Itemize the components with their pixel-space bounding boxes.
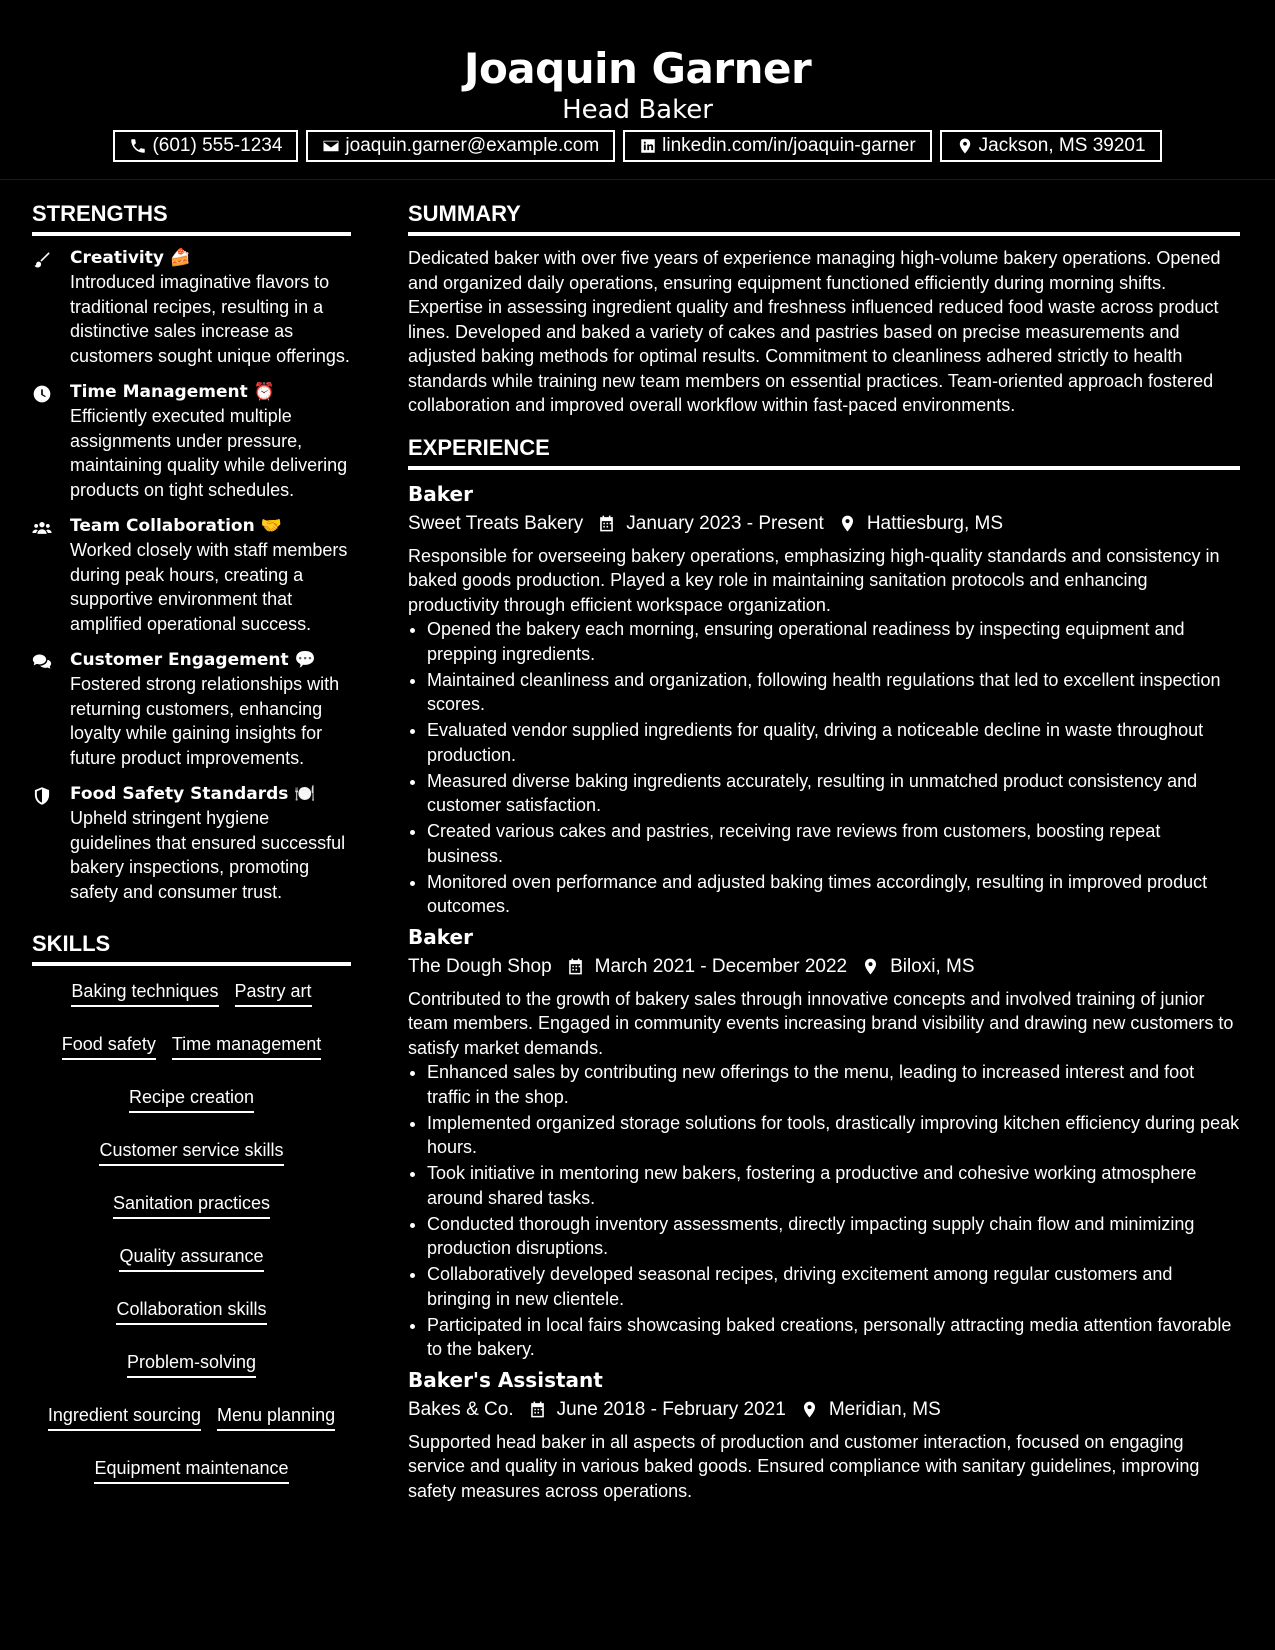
skill-tag: Problem-solving	[127, 1351, 256, 1378]
strength-desc: Upheld stringent hygiene guidelines that ensured successful bakery inspections, promoting safety and consumer trust.	[70, 808, 346, 902]
job-bullet: • Took initiative in mentoring new bakers, fostering a productive and cohesive working atmosphere around shared tasks.	[427, 1161, 1240, 1210]
job-meta	[408, 508, 1240, 540]
users-icon	[32, 518, 52, 538]
strength-desc: Introduced imaginative flavors to traditional recipes, resulting in a distinctive sales increase as customers sought unique offerings.	[70, 272, 350, 366]
contact-location[interactable]	[940, 130, 1162, 162]
skills-heading: SKILLS	[32, 930, 351, 966]
shield-icon	[32, 786, 52, 806]
job-company: Bakes & Co.	[408, 1398, 514, 1420]
contact-email[interactable]	[306, 130, 615, 162]
job-bullet: • Maintained cleanliness and organization, following health regulations that led to excellent inspection scores.	[427, 668, 1240, 717]
strength-item	[32, 246, 351, 368]
job-bullet: • Monitored oven performance and adjusted baking times accordingly, resulting in improved product outcomes.	[427, 870, 1240, 919]
job-dates: January 2023 - Present	[626, 512, 824, 534]
calendar-icon	[528, 1400, 547, 1419]
strength-title: Customer Engagement 💬	[70, 650, 316, 670]
job-title: Baker's Assistant	[408, 1367, 603, 1392]
skill-tag: Food safety	[62, 1033, 156, 1060]
strength-item	[32, 380, 351, 502]
summary-heading: SUMMARY	[408, 200, 1240, 236]
candidate-name: Joaquin Garner	[463, 44, 812, 93]
skill-tag: Customer service skills	[99, 1139, 283, 1166]
skill-tag: Equipment maintenance	[94, 1457, 288, 1484]
map-pin-icon	[800, 1400, 819, 1419]
job-bullet: • Implemented organized storage solutions for tools, drastically improving kitchen efficiency during peak hours.	[427, 1111, 1240, 1160]
job-bullet: • Collaboratively developed seasonal recipes, driving excitement among regular customers and bringing in new clientele.	[427, 1262, 1240, 1311]
job-description: Responsible for overseeing bakery operations, emphasizing high-quality standards and consistency in baked goods production. Played a key role in maintaining sanitation protocols and enhancing productivity through efficient workspace organization.	[408, 545, 1220, 615]
map-pin-icon	[861, 957, 880, 976]
job-entry	[408, 923, 1240, 1362]
contact-phone[interactable]	[113, 130, 298, 162]
skills-list	[32, 980, 351, 1484]
strength-desc: Efficiently executed multiple assignments under pressure, maintaining quality while delivering products on tight schedules.	[70, 406, 348, 500]
job-dates: March 2021 - December 2022	[594, 955, 848, 977]
phone-icon	[129, 137, 147, 155]
contact-phone-text: (601) 555-1234	[152, 135, 283, 156]
job-bullet: • Measured diverse baking ingredients accurately, resulting in unmatched product consistency and customer satisfaction.	[427, 769, 1240, 818]
contact-linkedin[interactable]	[623, 130, 931, 162]
strength-title: Creativity 🍰	[70, 248, 192, 268]
calendar-icon	[566, 957, 585, 976]
job-entry	[408, 1366, 1240, 1504]
summary-text: Dedicated baker with over five years of experience managing high-volume bakery operations. Opened and organized daily operations, ensuring equipment functioned efficiently during morning shifts. Expertise in assessing ingredient quality and freshness influenced reduced food waste across product lines. Developed and baked a variety of cakes and pastries based on precise measurements and adjusted baking methods for optimal results. Commitment to cleanliness adhered strictly to health standards while training new team members on essential practices. Team-oriented approach fostered collaboration and improved overall workflow within fast-paced environments.	[408, 248, 1221, 415]
job-location: Biloxi, MS	[890, 955, 975, 977]
strength-desc: Fostered strong relationships with returning customers, enhancing loyalty while gaining insights for future product improvements.	[70, 674, 340, 768]
contact-location-text: Jackson, MS 39201	[978, 135, 1146, 156]
clock-icon	[32, 384, 52, 404]
job-bullet: • Opened the bakery each morning, ensuring operational readiness by inspecting equipment and prepping ingredients.	[427, 617, 1240, 666]
skill-tag: Ingredient sourcing	[48, 1404, 201, 1431]
job-description: Supported head baker in all aspects of production and customer interaction, focused on engaging service and quality in various baked goods. Ensured compliance with sanitary guidelines, improving safety measures across operations.	[408, 1431, 1200, 1501]
envelope-icon	[322, 137, 340, 155]
strengths-heading: STRENGTHS	[32, 200, 351, 236]
map-pin-icon	[838, 514, 857, 533]
strength-desc: Worked closely with staff members during peak hours, creating a supportive environment that amplified operational success.	[70, 540, 348, 634]
experience-heading: EXPERIENCE	[408, 434, 1240, 470]
strength-title: Time Management ⏰	[70, 382, 275, 402]
job-bullet: • Evaluated vendor supplied ingredients for quality, driving a noticeable decline in waste throughout production.	[427, 718, 1240, 767]
job-location: Meridian, MS	[828, 1398, 941, 1420]
job-bullets	[408, 1060, 1240, 1362]
contact-linkedin-text: linkedin.com/in/joaquin-garner	[662, 135, 916, 156]
job-dates: June 2018 - February 2021	[556, 1398, 786, 1420]
skill-tag: Quality assurance	[119, 1245, 263, 1272]
candidate-title: Head Baker	[562, 95, 713, 125]
job-location: Hattiesburg, MS	[866, 512, 1004, 534]
job-bullet: • Enhanced sales by contributing new offerings to the menu, leading to increased interest and foot traffic in the shop.	[427, 1060, 1240, 1109]
strength-title: Food Safety Standards 🍽️	[70, 784, 316, 804]
strength-item	[32, 648, 351, 770]
job-bullet: • Created various cakes and pastries, receiving rave reviews from customers, boosting repeat business.	[427, 819, 1240, 868]
job-company: The Dough Shop	[408, 955, 552, 977]
calendar-icon	[597, 514, 616, 533]
job-meta	[408, 1394, 1240, 1426]
right-column	[408, 200, 1240, 1507]
left-column	[32, 200, 351, 1484]
strength-title: Team Collaboration 🤝	[70, 516, 282, 536]
strength-item	[32, 782, 351, 904]
job-title: Baker	[408, 481, 473, 506]
contact-email-text: joaquin.garner@example.com	[345, 135, 600, 156]
skill-tag: Collaboration skills	[116, 1298, 266, 1325]
job-bullets	[408, 617, 1240, 919]
comments-icon	[32, 652, 52, 672]
job-entry	[408, 480, 1240, 919]
skill-tag: Recipe creation	[129, 1086, 254, 1113]
strength-item	[32, 514, 351, 636]
job-bullet: • Participated in local fairs showcasing baked creations, personally attracting media attention favorable to the bakery.	[427, 1313, 1240, 1362]
job-title: Baker	[408, 924, 473, 949]
resume-header	[0, 0, 1275, 180]
skill-tag: Sanitation practices	[113, 1192, 270, 1219]
map-pin-icon	[956, 137, 974, 155]
skill-tag: Baking techniques	[71, 980, 218, 1007]
skill-tag: Time management	[172, 1033, 321, 1060]
linkedin-icon	[639, 137, 657, 155]
skill-tag: Pastry art	[235, 980, 312, 1007]
job-description: Contributed to the growth of bakery sales through innovative concepts and involved training of junior team members. Engaged in community events increasing brand visibility and drawing new customers to satisfy market demands.	[408, 988, 1234, 1058]
job-company: Sweet Treats Bakery	[408, 512, 584, 534]
skill-tag: Menu planning	[217, 1404, 335, 1431]
job-meta	[408, 951, 1240, 983]
job-bullet: • Conducted thorough inventory assessments, directly impacting supply chain flow and minimizing production disruptions.	[427, 1212, 1240, 1261]
contact-bar	[0, 130, 1275, 162]
paintbrush-icon	[32, 250, 52, 270]
